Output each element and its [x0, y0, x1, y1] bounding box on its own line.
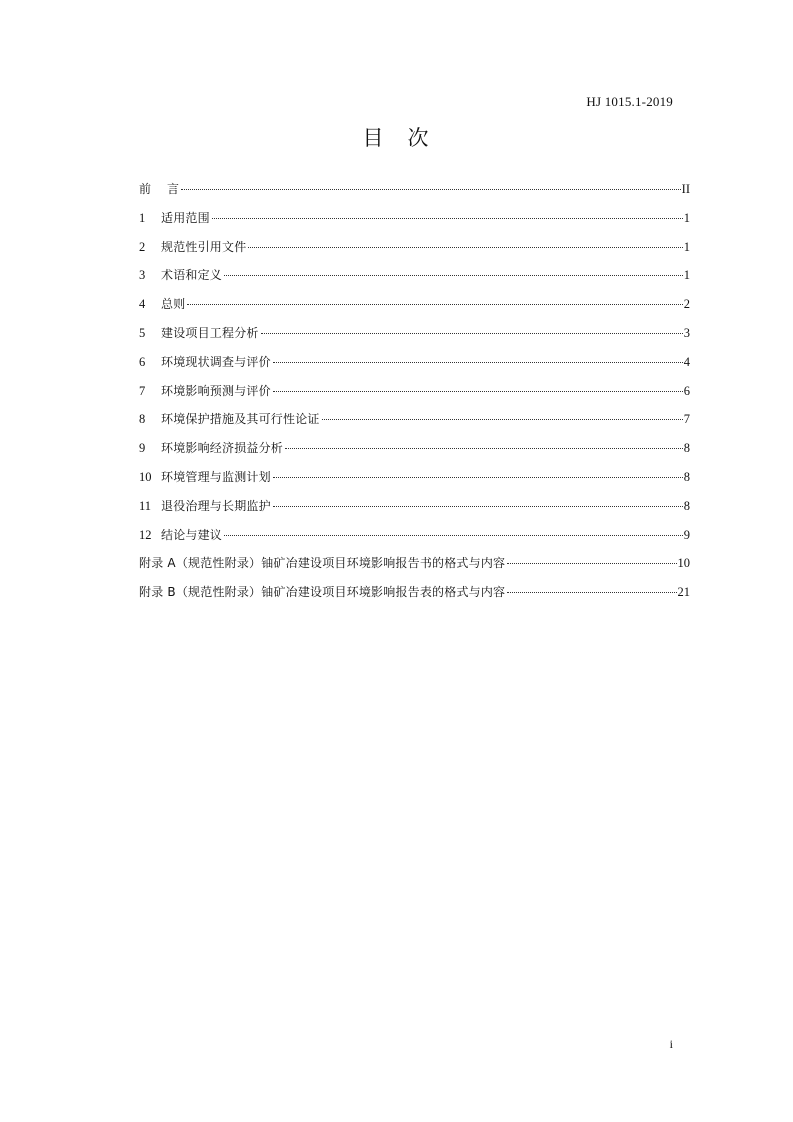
- toc-entry-3[interactable]: [139, 261, 690, 290]
- toc-entry-6[interactable]: [139, 348, 690, 377]
- dot-leader: [261, 332, 683, 334]
- toc-entry-2[interactable]: [139, 233, 690, 262]
- toc-entry-page: 4: [683, 354, 690, 369]
- dot-leader: [322, 418, 683, 420]
- toc-entry-number: 3: [139, 268, 146, 283]
- toc-entry-label: 术语和定义: [161, 268, 223, 283]
- toc-entry-number: 6: [139, 354, 146, 369]
- page-title-part1: 目: [362, 126, 386, 150]
- dot-leader: [212, 217, 683, 219]
- toc-entry-label: 环境现状调查与评价: [161, 354, 271, 369]
- toc-entry-9[interactable]: [139, 434, 690, 463]
- toc-entry-5[interactable]: [139, 319, 690, 348]
- toc-entry-appendix-a[interactable]: [139, 549, 690, 578]
- toc-entry-number: 8: [139, 412, 146, 427]
- toc-entry-7[interactable]: [139, 377, 690, 406]
- toc-entry-page: 9: [683, 527, 690, 542]
- toc-entry-12[interactable]: [139, 521, 690, 550]
- toc-entry-label: 环境影响经济损益分析: [161, 441, 284, 456]
- toc-entry-label: 环境管理与监测计划: [161, 469, 271, 484]
- table-of-contents: [139, 175, 690, 607]
- page-number: i: [669, 1037, 673, 1051]
- dot-leader: [181, 188, 681, 190]
- standard-code: HJ 1015.1-2019: [586, 94, 673, 109]
- toc-entry-label: 附录 A（规范性附录）铀矿冶建设项目环境影响报告书的格式与内容: [139, 556, 506, 571]
- toc-entry-number: 1: [139, 210, 146, 225]
- dot-leader: [273, 476, 683, 478]
- toc-entry-page: II: [681, 182, 690, 196]
- dot-leader: [507, 562, 676, 564]
- toc-entry-number: 5: [139, 325, 146, 340]
- toc-entry-page: 8: [683, 498, 690, 513]
- toc-entry-8[interactable]: [139, 405, 690, 434]
- toc-entry-page: 1: [683, 239, 690, 254]
- toc-entry-number: 12: [139, 527, 152, 542]
- toc-entry-page: 3: [683, 325, 690, 340]
- page-title-part2: 次: [407, 126, 431, 150]
- toc-entry-number: 4: [139, 297, 146, 312]
- toc-entry-appendix-b[interactable]: [139, 578, 690, 607]
- dot-leader: [224, 274, 683, 276]
- dot-leader: [224, 534, 683, 536]
- toc-entry-page: 2: [683, 297, 690, 312]
- toc-entry-label: 建设项目工程分析: [161, 325, 259, 340]
- toc-entry-label: 规范性引用文件: [161, 239, 247, 254]
- dot-leader: [187, 303, 682, 305]
- toc-entry-page: 21: [677, 585, 690, 600]
- toc-entry-label: 总则: [161, 297, 186, 312]
- toc-entry-page: 7: [683, 412, 690, 427]
- toc-entry-label: 环境保护措施及其可行性论证: [161, 412, 320, 427]
- dot-leader: [507, 591, 676, 593]
- toc-entry-label: 附录 B（规范性附录）铀矿冶建设项目环境影响报告表的格式与内容: [139, 585, 506, 600]
- toc-entry-label: 环境影响预测与评价: [161, 383, 271, 398]
- dot-leader: [273, 505, 683, 507]
- dot-leader: [273, 390, 683, 392]
- toc-entry-page: 6: [683, 383, 690, 398]
- dot-leader: [248, 246, 682, 248]
- toc-entry-4[interactable]: [139, 290, 690, 319]
- toc-entry-foreword[interactable]: [139, 175, 690, 204]
- toc-entry-number: 2: [139, 239, 146, 254]
- toc-entry-number: 9: [139, 441, 146, 456]
- toc-entry-10[interactable]: [139, 463, 690, 492]
- toc-entry-page: 1: [683, 268, 690, 283]
- toc-entry-page: 10: [677, 556, 690, 571]
- page-title: [0, 122, 793, 152]
- dot-leader: [273, 361, 683, 363]
- toc-entry-1[interactable]: [139, 204, 690, 233]
- toc-entry-label: 结论与建议: [161, 527, 223, 542]
- toc-entry-page: 8: [683, 441, 690, 456]
- toc-entry-number: 7: [139, 383, 146, 398]
- toc-entry-label: 适用范围: [161, 210, 210, 225]
- toc-entry-page: 8: [683, 469, 690, 484]
- toc-entry-number: 10: [139, 469, 152, 484]
- toc-entry-page: 1: [683, 210, 690, 225]
- toc-entry-label: 退役治理与长期监护: [161, 498, 271, 513]
- toc-entry-11[interactable]: [139, 492, 690, 521]
- toc-entry-number: 11: [139, 498, 152, 513]
- dot-leader: [285, 447, 683, 449]
- toc-entry-label: 前 言: [139, 182, 180, 196]
